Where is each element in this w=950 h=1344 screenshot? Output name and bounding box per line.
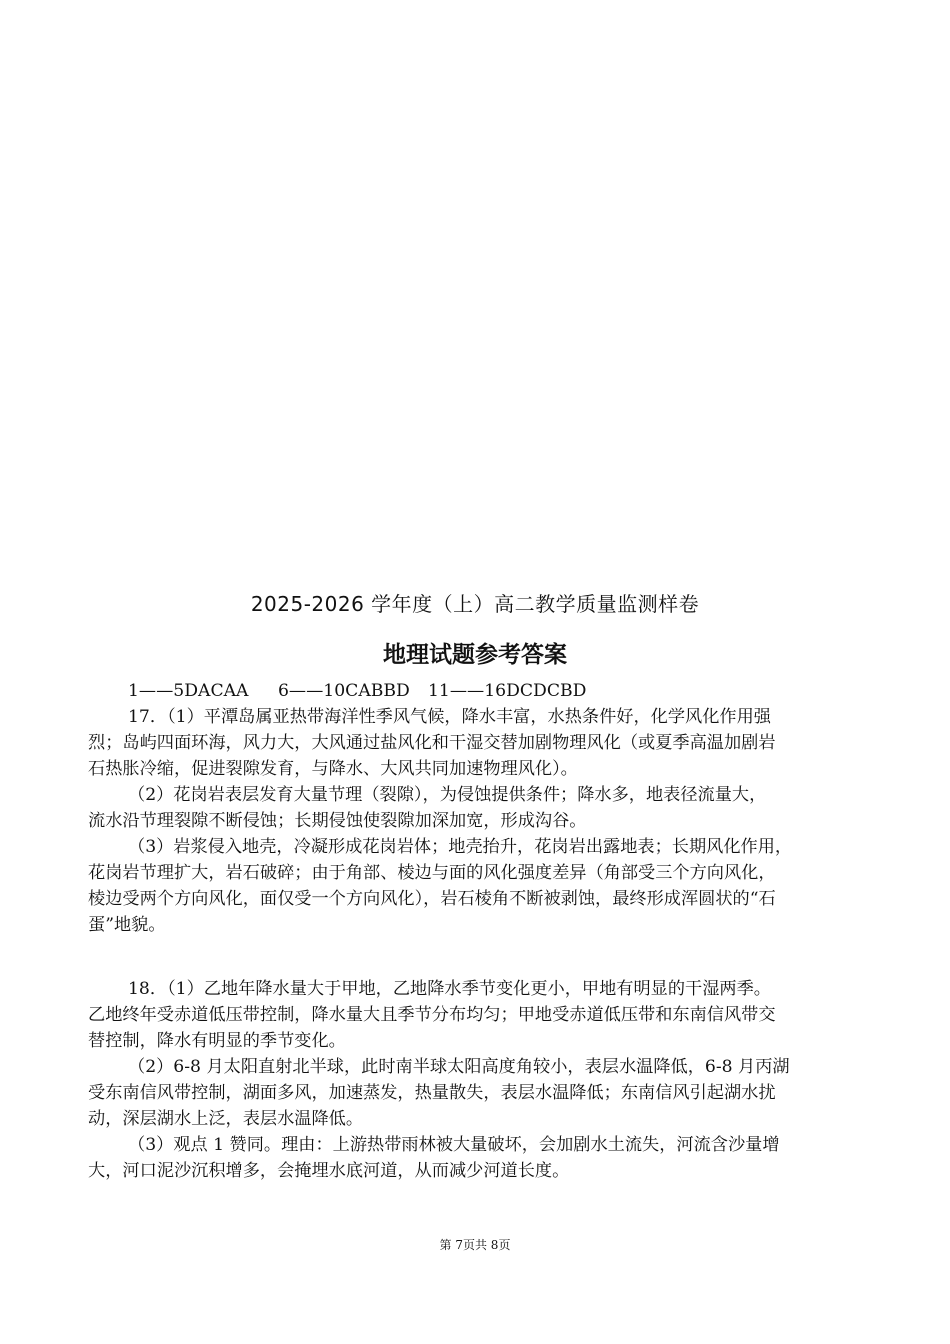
q18-line: 动，深层湖水上泛，表层水温降低。 (88, 1109, 364, 1129)
answer-key-title: 地理试题参考答案 (383, 642, 567, 668)
q18-line: 乙地终年受赤道低压带控制，降水量大且季节分布均匀；甲地受赤道低压带和东南信风带交 (88, 1005, 776, 1025)
question-18 (88, 976, 852, 1184)
q18-line: 受东南信风带控制，湖面多风，加速蒸发，热量散失，表层水温降低；东南信风引起湖水扰 (88, 1083, 776, 1103)
answers-1-5: 1——5DACAA (128, 681, 249, 701)
spacer (88, 964, 852, 976)
q17-line: 棱边受两个方向风化，面仅受一个方向风化），岩石棱角不断被剥蚀，最终形成浑圆状的“石 (88, 889, 776, 909)
spacer (88, 938, 852, 964)
answers-11-16: 11——16DCDCBD (428, 681, 587, 701)
question-17 (88, 704, 852, 938)
q18-line: 18．（1）乙地年降水量大于甲地，乙地降水季节变化更小，甲地有明显的干湿两季。 (128, 979, 771, 999)
q18-line: 替控制，降水有明显的季节变化。 (88, 1031, 346, 1051)
q17-line: 花岗岩节理扩大，岩石破碎；由于角部、棱边与面的风化强度差异（角部受三个方向风化， (88, 863, 776, 883)
exam-title: 2025-2026 学年度（上）高二教学质量监测样卷 (250, 592, 700, 616)
page-number: 第 7页共 8页 (439, 1238, 511, 1252)
q18-line: （3）观点 1 赞同。理由：上游热带雨林被大量破坏，会加剧水土流失，河流含沙量增 (128, 1135, 780, 1155)
q18-line: （2）6-8 月太阳直射北半球，此时南半球太阳高度角较小，表层水温降低，6-8 月丙湖 (128, 1057, 790, 1077)
q17-line: 17．（1）平潭岛属亚热带海洋性季风气候，降水丰富，水热条件好，化学风化作用强 (128, 707, 771, 727)
q17-line: 石热胀冷缩，促进裂隙发育，与降水、大风共同加速物理风化）。 (88, 759, 578, 779)
q17-line: （3）岩浆侵入地壳，冷凝形成花岗岩体；地壳抬升，花岗岩出露地表；长期风化作用， (128, 837, 793, 857)
q18-line: 大，河口泥沙沉积增多，会掩埋水底河道，从而减少河道长度。 (88, 1161, 570, 1181)
q17-line: 流水沿节理裂隙不断侵蚀；长期侵蚀使裂隙加深加宽，形成沟谷。 (88, 811, 587, 831)
multiple-choice-answers (88, 678, 852, 704)
q17-line: （2）花岗岩表层发育大量节理（裂隙），为侵蚀提供条件；降水多，地表径流量大， (128, 785, 767, 805)
answers-6-10: 6——10CABBD (278, 681, 410, 701)
q17-line: 蛋”地貌。 (88, 915, 166, 935)
answer-content (88, 678, 852, 1184)
q17-line: 烈；岛屿四面环海，风力大，大风通过盐风化和干湿交替加剧物理风化（或夏季高温加剧岩 (88, 733, 776, 753)
